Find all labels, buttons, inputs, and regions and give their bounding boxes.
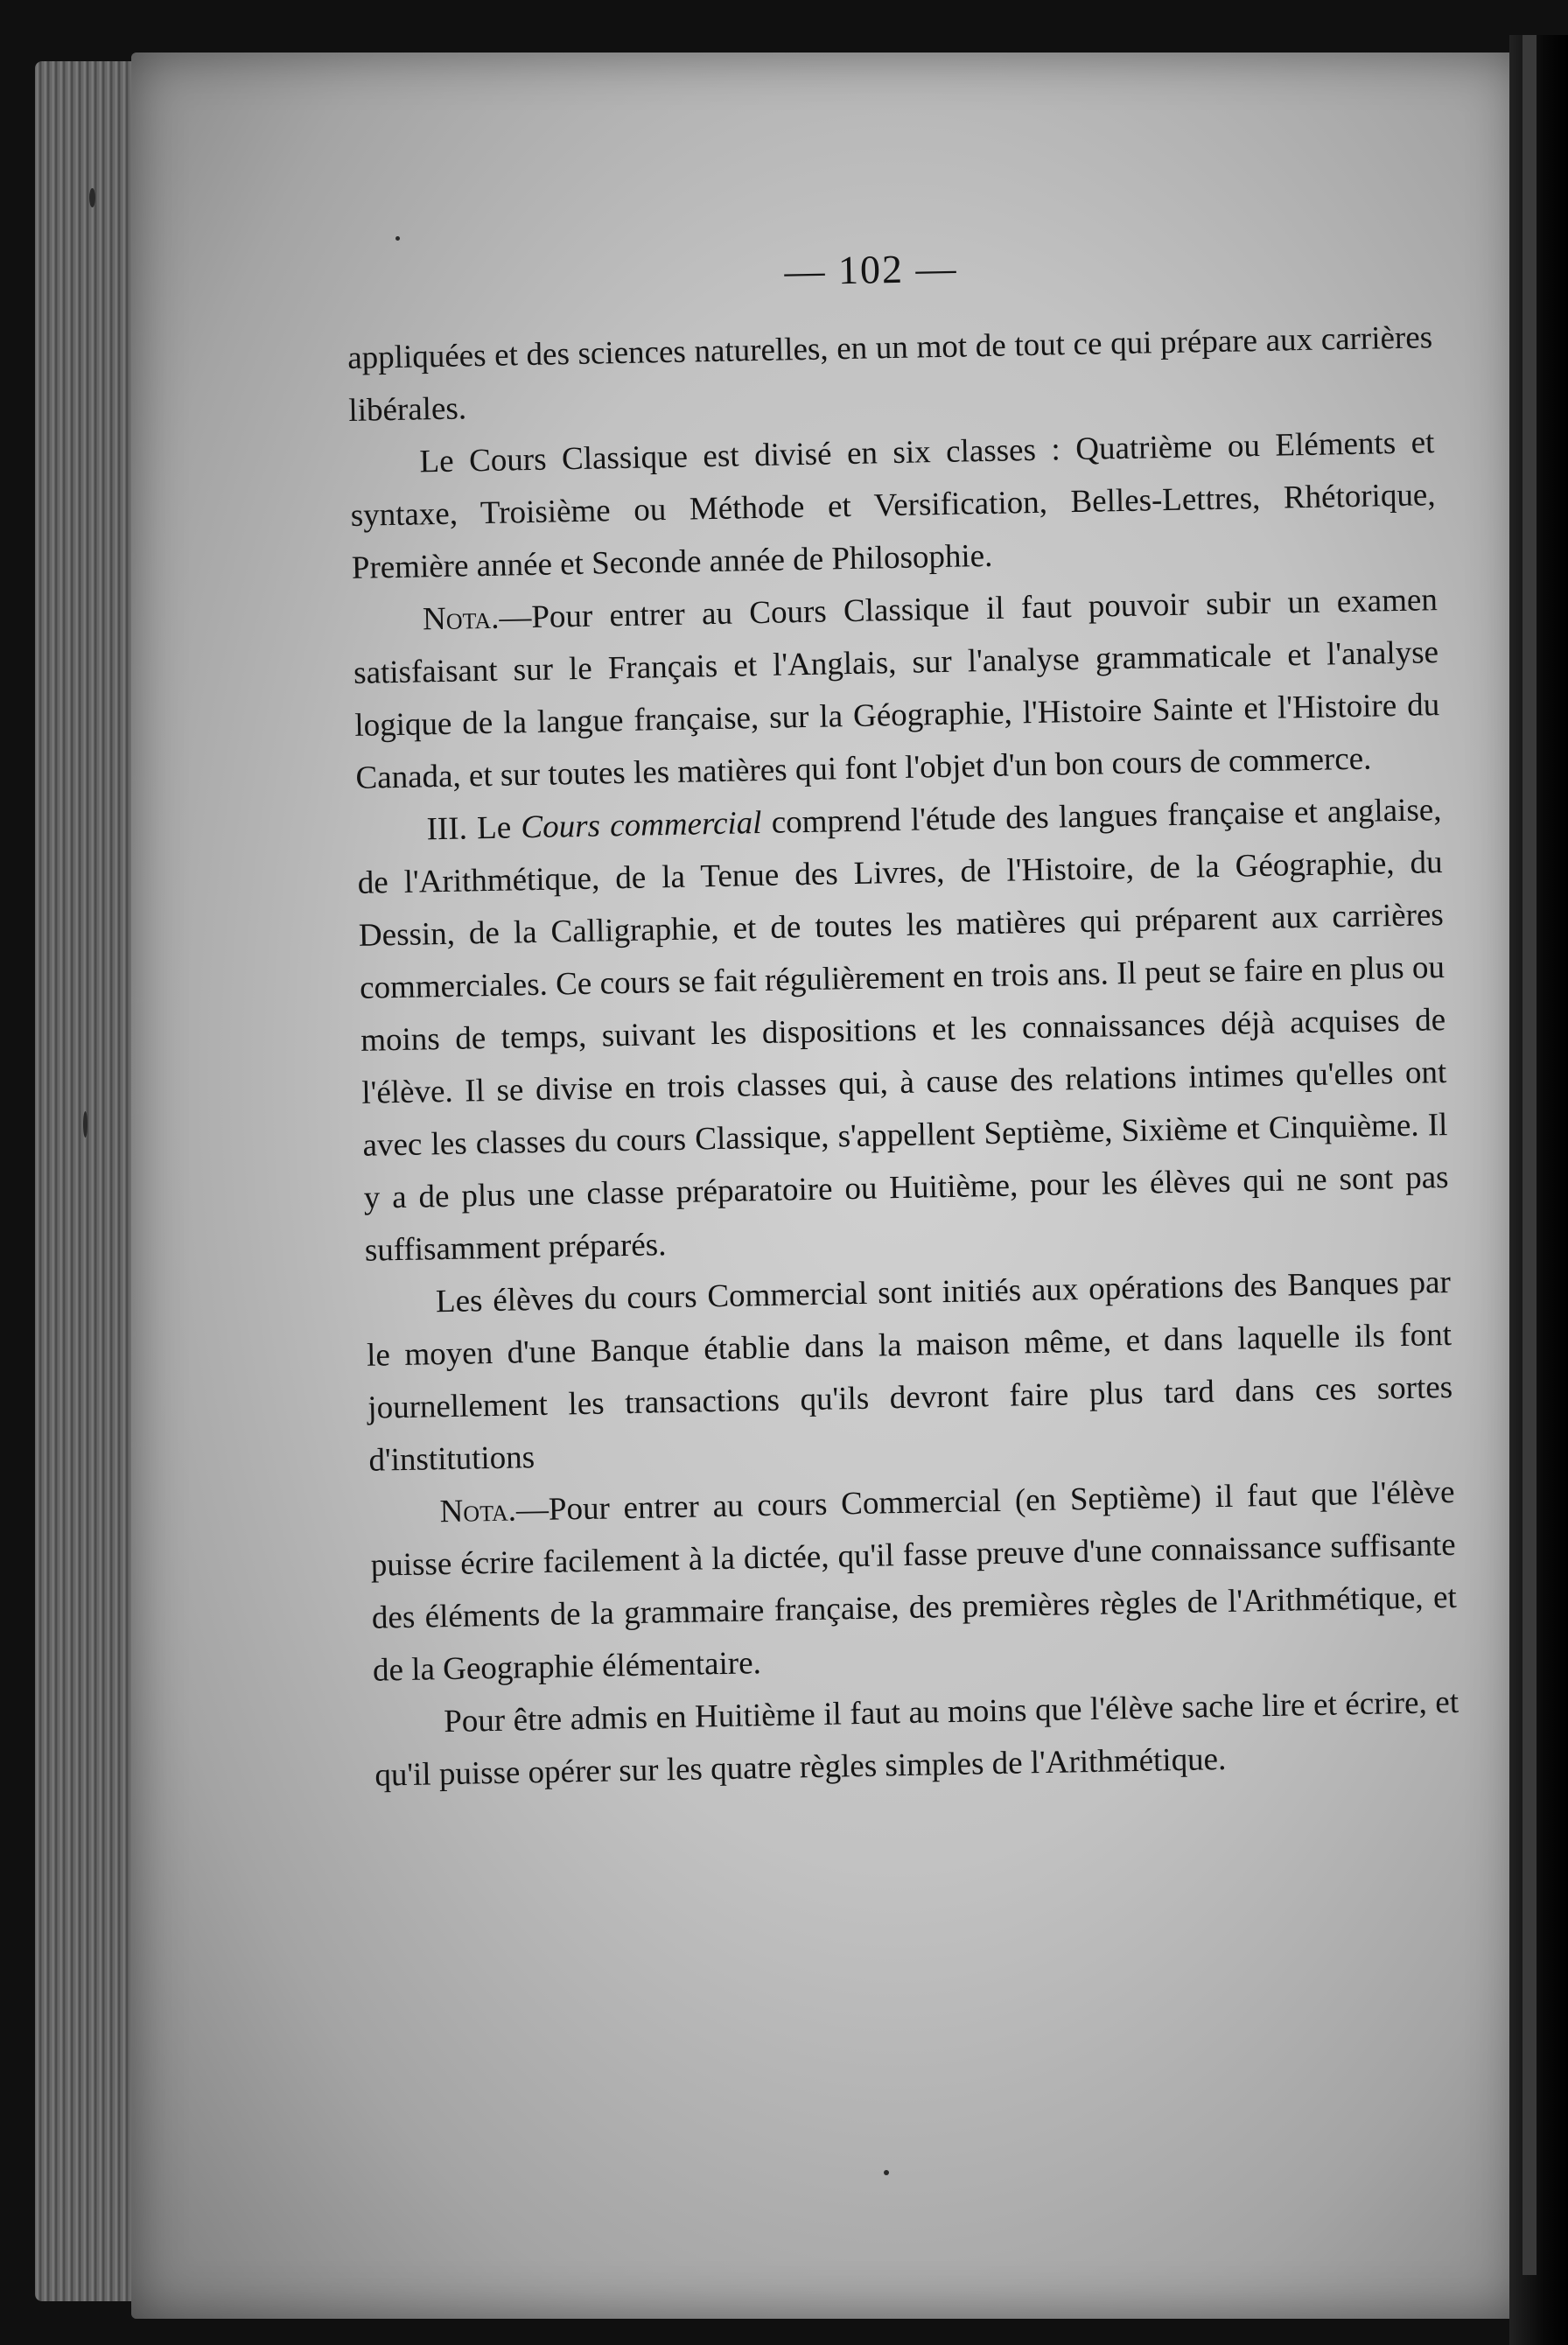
paragraph-2: [349, 416, 1437, 595]
paragraph-text: comprend l'étude des langues française et anglaise, de l'Arithmétique, de la Tenue des Livres, de l'Histoire, de la Géographie, du Dessin, de la Calligraphie, et de toutes les matières qui préparent aux carrières commerciales. Ce cours se fait régulièrement en trois ans. Il peut se faire en plus ou moins de temps, suivant les dispositions et les connaissances déjà acquises de l'élève. Il se divise en trois classes qui, à cause des relations intimes qu'elles ont avec les classes du cours Classique, s'appellent Septième, Sixième et Cinquième. Il y a de plus une classe préparatoire ou Huitième, pour les élèves qui ne sont pas suffisamment préparés.: [357, 792, 1449, 1269]
paragraph-3: [352, 574, 1440, 805]
paragraph-text: —Pour entrer au Cours Classique il faut pouvoir subir un examen satisfaisant sur le Français et l'Anglais, sur l'analyse grammaticale et l'analyse logique de la langue française, sur la Géographie, l'Histoire Sainte et l'Histoire du Canada, et sur toutes les matières qui font l'objet d'un bon cours de commerce.: [353, 582, 1440, 796]
next-page-edge: [1522, 35, 1536, 2275]
paragraph-text: Le Cours Classique est divisé en six classes : Quatrième ou Eléments et syntaxe, Troisième ou Méthode et Versification, Belles-Lettres, Rhétorique, Première année et Seconde année de Philosophie.: [350, 424, 1436, 586]
paragraph-text: appliquées et des sciences naturelles, en un mot de tout ce qui prépare aux carrières libérales.: [346, 319, 1433, 429]
paragraph-text: Pour être admis en Huitième il faut au moins que l'élève sache lire et écrire, et qu'il puisse opérer sur les quatre règles simples de l'Arithmétique.: [374, 1684, 1460, 1794]
paragraph-6: [369, 1466, 1458, 1698]
scan-speck: [83, 1111, 88, 1138]
page-number: — 102 —: [783, 245, 958, 294]
page-text: [346, 233, 1460, 1802]
scan-speck: [884, 2170, 889, 2175]
paragraph-1: [347, 312, 1434, 438]
scan-speck: [89, 188, 95, 207]
scan-dark-margin: [1509, 35, 1568, 2345]
paragraph-text: Les élèves du cours Commercial sont initiés aux opérations des Banques par le moyen d'une Banque établie dans la maison même, et dans laquelle ils font journellement les transactions qu'ils devront faire plus tard dans ces sortes d'institutions: [366, 1264, 1453, 1479]
section-number: III. Le: [426, 809, 522, 848]
paragraph-text: —Pour entrer au cours Commercial (en Septième) il faut que l'élève puisse écrire facilement à la dictée, qu'il fasse preuve d'une connaissance suffisante des éléments de la grammaire française, des premières règles de l'Arithmétique, et de la Geographie élémentaire.: [370, 1474, 1458, 1689]
nota-label: Nota.: [422, 599, 500, 638]
paragraph-4: [356, 784, 1450, 1278]
paragraph-7: [374, 1676, 1460, 1802]
paragraph-5: [365, 1256, 1453, 1488]
scan-speck: [396, 236, 400, 241]
nota-label: Nota.: [439, 1492, 517, 1530]
course-title: Cours commercial: [521, 804, 762, 846]
